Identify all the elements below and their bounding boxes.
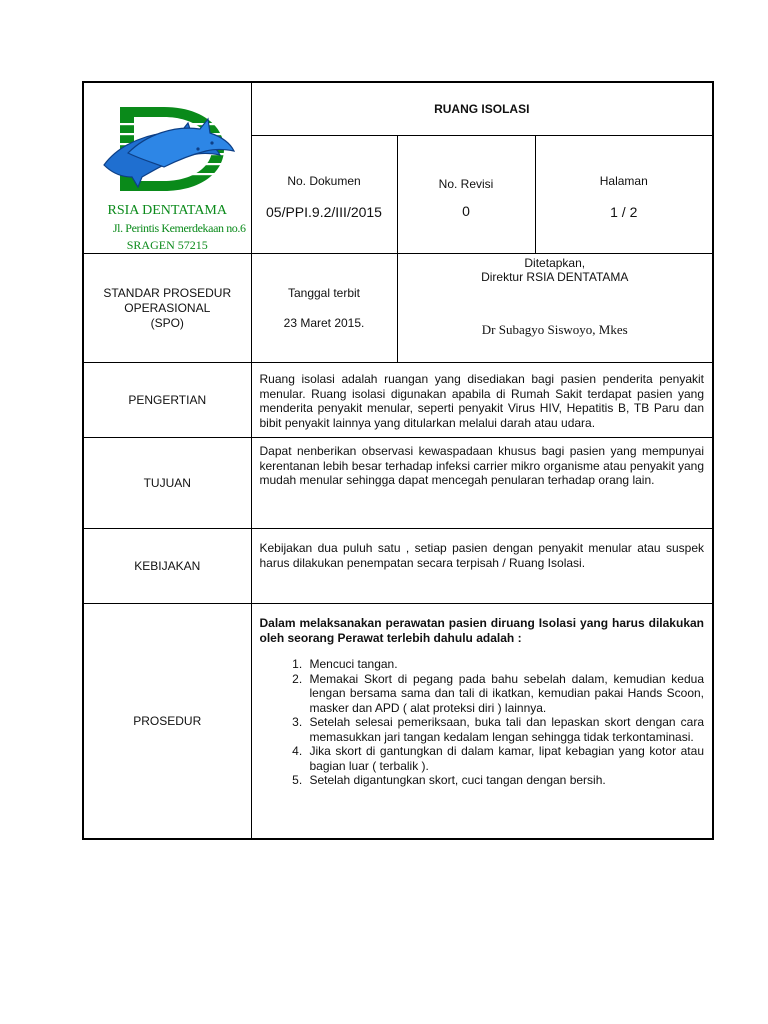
kebijakan-cell xyxy=(251,529,713,604)
list-item: 5. Setelah digantungkan skort, cuci tangan dengan bersih. xyxy=(306,773,705,788)
org-city: SRAGEN 57215 xyxy=(126,238,208,252)
spo-line-2: OPERASIONAL xyxy=(124,300,211,315)
doc-number-label: No. Dokumen xyxy=(287,173,361,188)
prosedur-label: PROSEDUR xyxy=(83,604,251,840)
revision-label: No. Revisi xyxy=(438,176,494,191)
logo-cell xyxy=(83,82,251,254)
prosedur-intro: Dalam melaksanakan perawatan pasien diruang Isolasi yang harus dilakukan oleh seorang Perawat terlebih dahulu adalah : xyxy=(259,616,704,645)
page-value: 1 / 2 xyxy=(610,203,638,220)
approval-cell xyxy=(397,254,713,363)
signer-name: Dr Subagyo Siswoyo, Mkes xyxy=(481,322,628,337)
issue-date-label: Tanggal terbit xyxy=(287,286,361,300)
dolphin-logo-icon xyxy=(102,103,237,195)
pengertian-label: PENGERTIAN xyxy=(83,363,251,438)
tujuan-text: Dapat nenberikan observasi kewaspadaan khusus bagi pasien yang mempunyai kerentanan lebih besar terhadap infeksi carrier mikro organisme atau penyakit yang mudah menular sehingga dapat mencegah penularan terhadap orang lain. xyxy=(259,444,704,487)
prosedur-content xyxy=(252,604,713,792)
list-item: 2. Memakai Skort di pegang pada bahu sebelah dalam, kemudian kedua lengan bersama sama dan tali di ikatkan, kemudian pakai Hands Scoon, masker dan APD ( alat proteksi diri ) lainnya. xyxy=(306,672,705,716)
document-title: RUANG ISOLASI xyxy=(251,82,713,136)
pengertian-cell xyxy=(251,363,713,438)
list-item: 4. Jika skort di gantungkan di dalam kamar, lipat kebagian yang kotor atau bagian luar ( terbalik ). xyxy=(306,744,705,773)
kebijakan-label: KEBIJAKAN xyxy=(83,529,251,604)
org-address: Jl. Perintis Kemerdekaan no.6 xyxy=(112,221,246,235)
doc-number-value: 05/PPI.9.2/III/2015 xyxy=(266,203,382,220)
tujuan-cell xyxy=(251,438,713,529)
kebijakan-text: Kebijakan dua puluh satu , setiap pasien dengan penyakit menular atau suspek harus dilakukan penempatan secara terpisah / Ruang Isolasi. xyxy=(259,541,704,570)
list-item: 3. Setelah selesai pemeriksaan, buka tali dan lepaskan skort dengan cara memasukkan jari tangan kedalam lengan sehingga tidak terkontaminasi. xyxy=(306,715,705,744)
issue-date-cell xyxy=(251,254,397,363)
prosedur-cell xyxy=(251,604,713,840)
approval-by: Direktur RSIA DENTATAMA xyxy=(481,270,629,284)
doc-number-cell xyxy=(251,136,397,254)
spo-label-cell xyxy=(83,254,251,363)
pengertian-text: Ruang isolasi adalah ruangan yang disediakan bagi pasien penderita penyakit menular. Ruang isolasi digunakan apabila di Rumah Sakit terdapat pasien yang menderita penyakit menular, seperti penyakit Virus HIV, Hepatitis B, TB Paru dan bibit penyakit lainnya yang ditularkan melalui darah atau udara. xyxy=(259,372,704,430)
spo-line-3: (SPO) xyxy=(150,315,184,330)
prosedur-steps xyxy=(260,657,705,788)
issue-date-value: 23 Maret 2015. xyxy=(283,316,365,330)
list-item: 1. Mencuci tangan. xyxy=(306,657,705,672)
page-label: Halaman xyxy=(599,173,648,188)
spo-document xyxy=(82,81,712,840)
page-cell xyxy=(535,136,713,254)
spo-table xyxy=(82,81,714,840)
spo-line-1: STANDAR PROSEDUR xyxy=(103,285,232,300)
tujuan-label: TUJUAN xyxy=(83,438,251,529)
revision-cell xyxy=(397,136,535,254)
revision-value: 0 xyxy=(462,202,470,219)
approval-label: Ditetapkan, xyxy=(524,256,586,270)
org-name: RSIA DENTATAMA xyxy=(107,203,227,218)
